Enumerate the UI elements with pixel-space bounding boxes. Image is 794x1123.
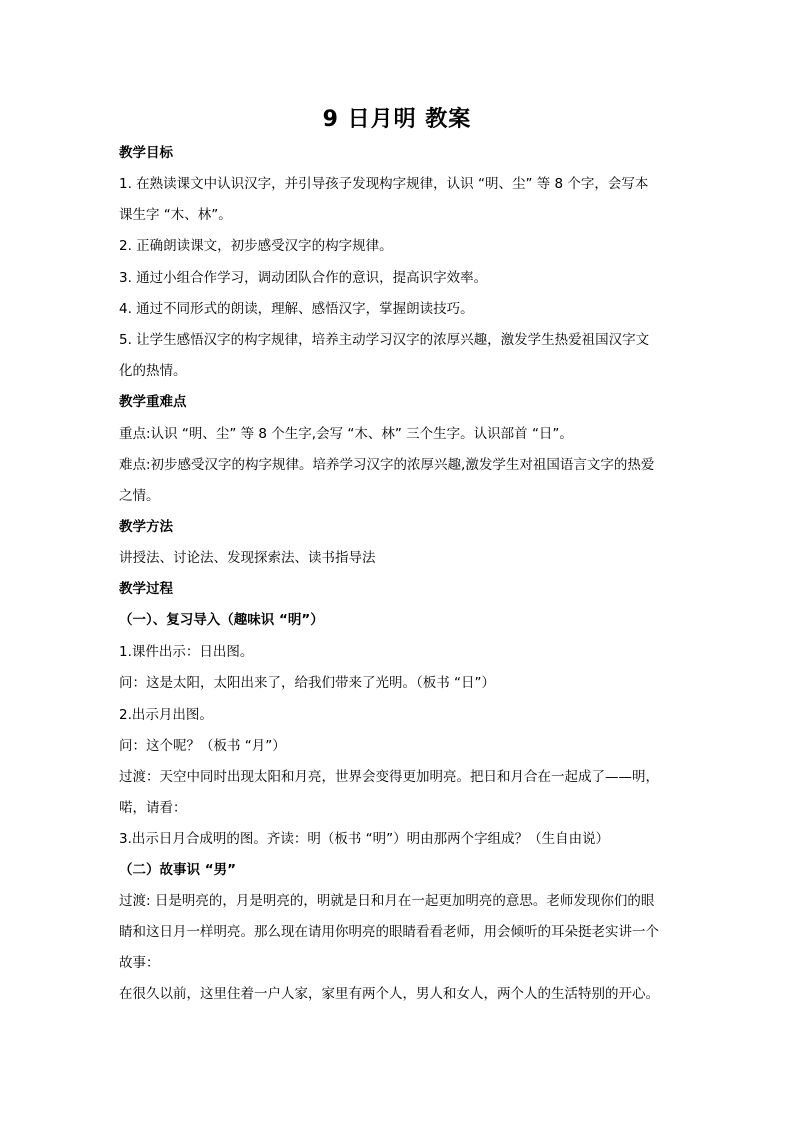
- section-heading: 教学目标: [119, 145, 173, 161]
- document-title: 9 日月明 教案: [322, 107, 472, 132]
- body-line: 问：这个呢？（板书 “月”）: [119, 738, 286, 754]
- body-line: 睛和这日月一样明亮。那么现在请用你明亮的眼睛看看老师，用会倾听的耳朵挺老实讲一个: [119, 924, 659, 940]
- body-line: 过渡: 日是明亮的，月是明亮的，明就是日和月在一起更加明亮的意思。老师发现你们的眼: [119, 893, 655, 909]
- body-line: 5. 让学生感悟汉字的构字规律，培养主动学习汉字的浓厚兴趣，激发学生热爱祖国汉字文: [119, 332, 650, 348]
- body-line: 化的热情。: [119, 363, 187, 379]
- body-line: 之情。: [119, 488, 160, 504]
- body-line: 故事：: [119, 955, 160, 971]
- body-line: 1. 在熟读课文中认识汉字，并引导孩子发现构字规律，认识 “明、尘” 等 8 个字，会写本: [119, 176, 649, 192]
- body-line: 2.出示月出图。: [119, 707, 213, 723]
- section-heading: 教学重难点: [119, 394, 187, 410]
- section-heading: 教学过程: [119, 581, 173, 597]
- body-line: 喏，请看：: [119, 800, 187, 816]
- section-heading: 教学方法: [119, 519, 173, 535]
- section-heading: （一）、复习导入（趣味识 “明”）: [119, 612, 324, 628]
- body-line: 讲授法、讨论法、发现探索法、读书指导法: [119, 550, 376, 566]
- body-line: 1.课件出示：日出图。: [119, 644, 254, 660]
- section-heading: （二）故事识 “男”: [119, 862, 236, 878]
- body-line: 课生字 “木、林”。: [119, 207, 232, 223]
- body-line: 重点:认识 “明、尘” 等 8 个生字,会写 “木、林” 三个生字。认识部首 “日”。: [119, 426, 573, 442]
- body-line: 问：这是太阳，太阳出来了，给我们带来了光明。（板书 “日”）: [119, 675, 496, 691]
- body-line: 3.出示日月合成明的图。齐读：明（板书 “明”）明由那两个字组成？（生自由说）: [119, 831, 610, 847]
- body-line: 难点:初步感受汉字的构字规律。培养学习汉字的浓厚兴趣,激发学生对祖国语言文字的热爱: [119, 457, 655, 473]
- body-line: 2. 正确朗读课文，初步感受汉字的构字规律。: [119, 238, 393, 254]
- body-line: 在很久以前，这里住着一户人家，家里有两个人，男人和女人，两个人的生活特别的开心。: [119, 986, 659, 1002]
- body-line: 过渡：天空中同时出现太阳和月亮，世界会变得更加明亮。把日和月合在一起成了——明，: [119, 769, 659, 785]
- body-line: 4. 通过不同形式的朗读，理解、感悟汉字，掌握朗读技巧。: [119, 301, 474, 317]
- body-line: 3. 通过小组合作学习，调动团队合作的意识，提高识字效率。: [119, 270, 488, 286]
